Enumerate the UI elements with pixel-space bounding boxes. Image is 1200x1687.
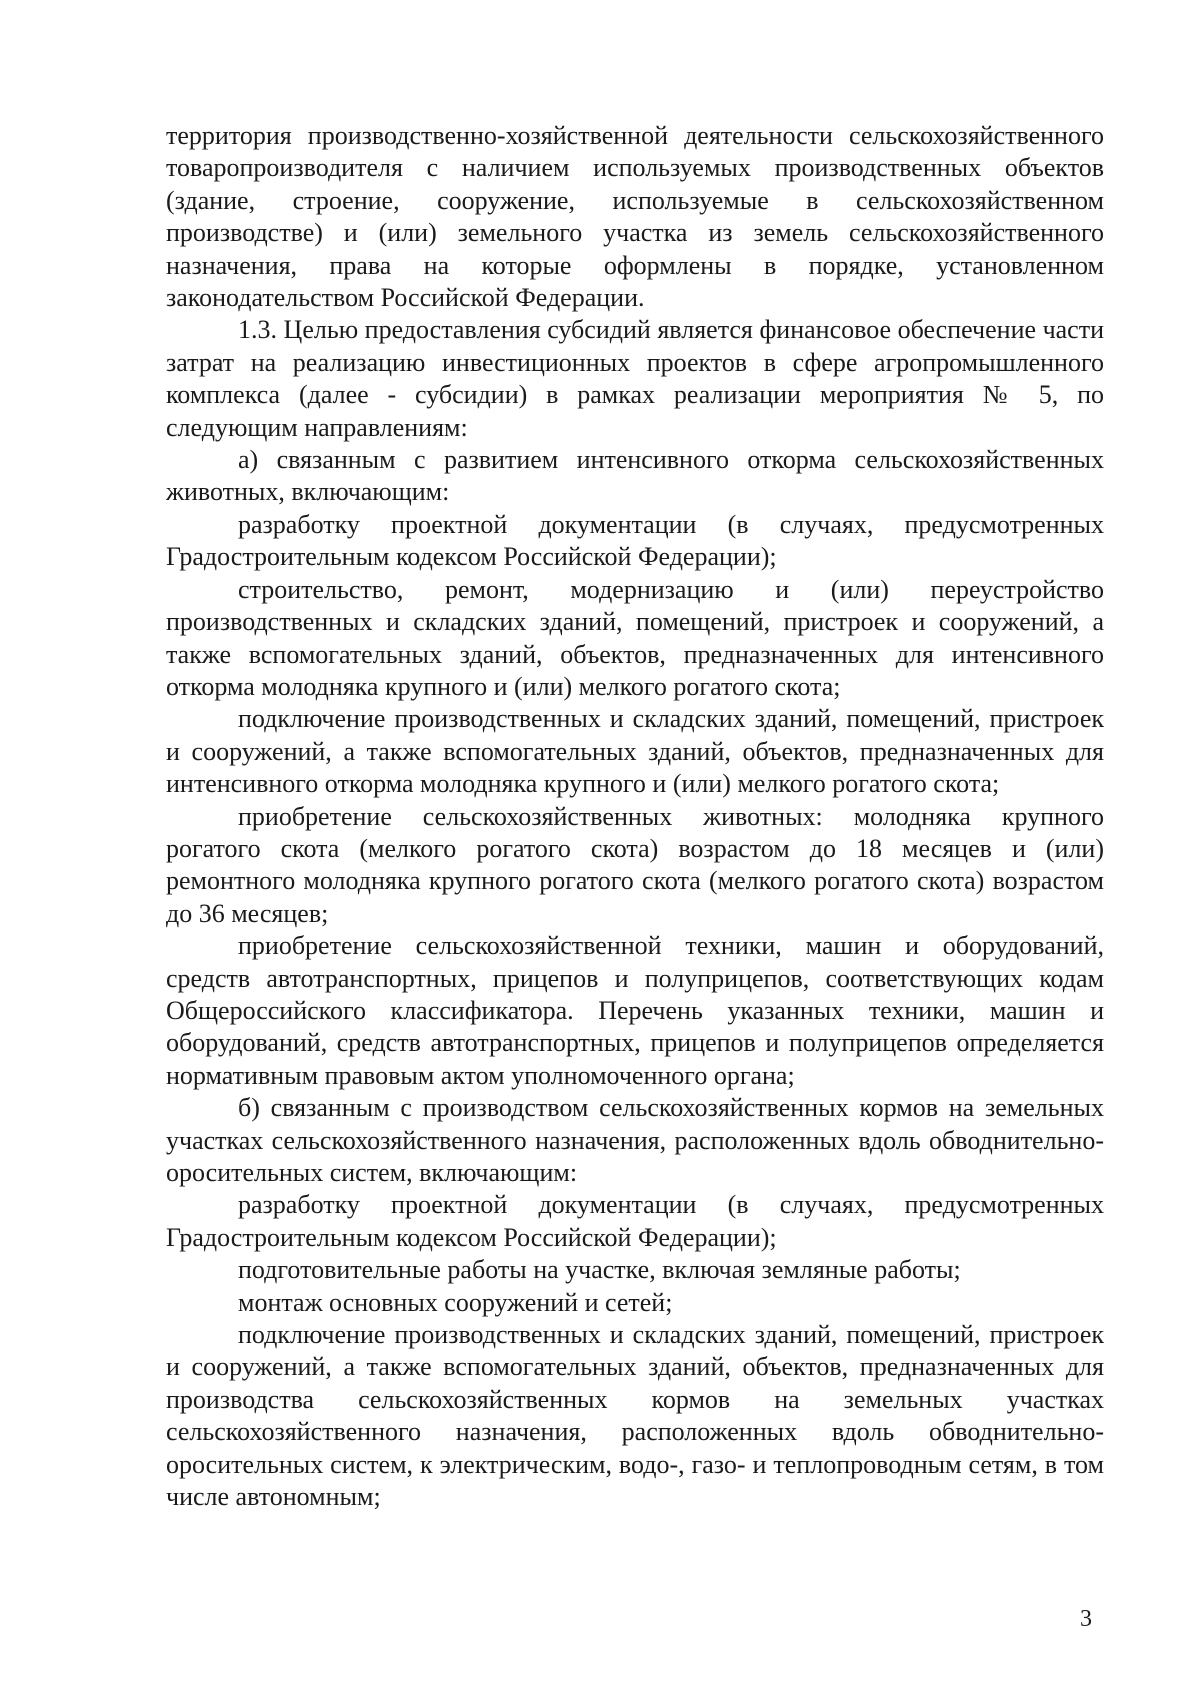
document-body	[166, 120, 1104, 1513]
paragraph: разработку проектной документации (в случаях, предусмотренных Градостроительным кодексом Российской Федерации);	[166, 509, 1104, 572]
paragraph: территория производственно-хозяйственной деятельности сельскохозяйственного товаропроизводителя с наличием используемых производственных объектов (здание, строение, сооружение, используемые в сельскохозяйственном производстве) и (или) земельного участка из земель сельскохозяйственного назначения, права на которые оформлены в порядке, установленном законодательством Российской Федерации.	[166, 121, 1104, 313]
paragraph: монтаж основных сооружений и сетей;	[238, 1287, 673, 1317]
paragraph: строительство, ремонт, модернизацию и (или) переустройство производственных и складских зданий, помещений, пристроек и сооружений, а также вспомогательных зданий, объектов, предназначенных для интенсивного откорма молодняка крупного и (или) мелкого рогатого скота;	[166, 574, 1104, 701]
paragraph: 1.3. Целью предоставления субсидий является финансовое обеспечение части затрат на реализацию инвестиционных проектов в сфере агропромышленного комплекса (далее - субсидии) в рамках реализации мероприятия № 5, по следующим направлениям:	[166, 315, 1104, 442]
paragraph: приобретение сельскохозяйственной техники, машин и оборудований, средств автотранспортных, прицепов и полуприцепов, соответствующих кодам Общероссийского классификатора. Перечень указанных техники, машин и оборудований, средств автотранспортных, прицепов и полуприцепов определяется нормативным правовым актом уполномоченного органа;	[166, 931, 1104, 1090]
paragraph: б) связанным с производством сельскохозяйственных кормов на земельных участках сельскохозяйственного назначения, расположенных вдоль обводнительно-оросительных систем, включающим:	[166, 1093, 1104, 1187]
paragraph: подготовительные работы на участке, включая земляные работы;	[238, 1255, 961, 1285]
paragraph: разработку проектной документации (в случаях, предусмотренных Градостроительным кодексом Российской Федерации);	[166, 1190, 1104, 1252]
paragraph: а) связанным с развитием интенсивного откорма сельскохозяйственных животных, включающим:	[166, 445, 1104, 507]
paragraph: приобретение сельскохозяйственных животных: молодняка крупного рогатого скота (мелкого рогатого скота) возрастом до 18 месяцев и (или) ремонтного молодняка крупного рогатого скота (мелкого рогатого скота) возрастом до 36 месяцев;	[166, 801, 1104, 928]
paragraph: подключение производственных и складских зданий, помещений, пристроек и сооружений, а также вспомогательных зданий, объектов, предназначенных для интенсивного откорма молодняка крупного и (или) мелкого рогатого скота;	[166, 704, 1104, 799]
page-number: 3	[1080, 1606, 1092, 1632]
paragraph: подключение производственных и складских зданий, помещений, пристроек и сооружений, а также вспомогательных зданий, объектов, предназначенных для производства сельскохозяйственных кормов на земельных участках сельскохозяйственного назначения, расположенных вдоль обводнительно-оросительных систем, к электрическим, водо-, газо- и теплопроводным сетям, в том числе автономным;	[166, 1320, 1104, 1512]
